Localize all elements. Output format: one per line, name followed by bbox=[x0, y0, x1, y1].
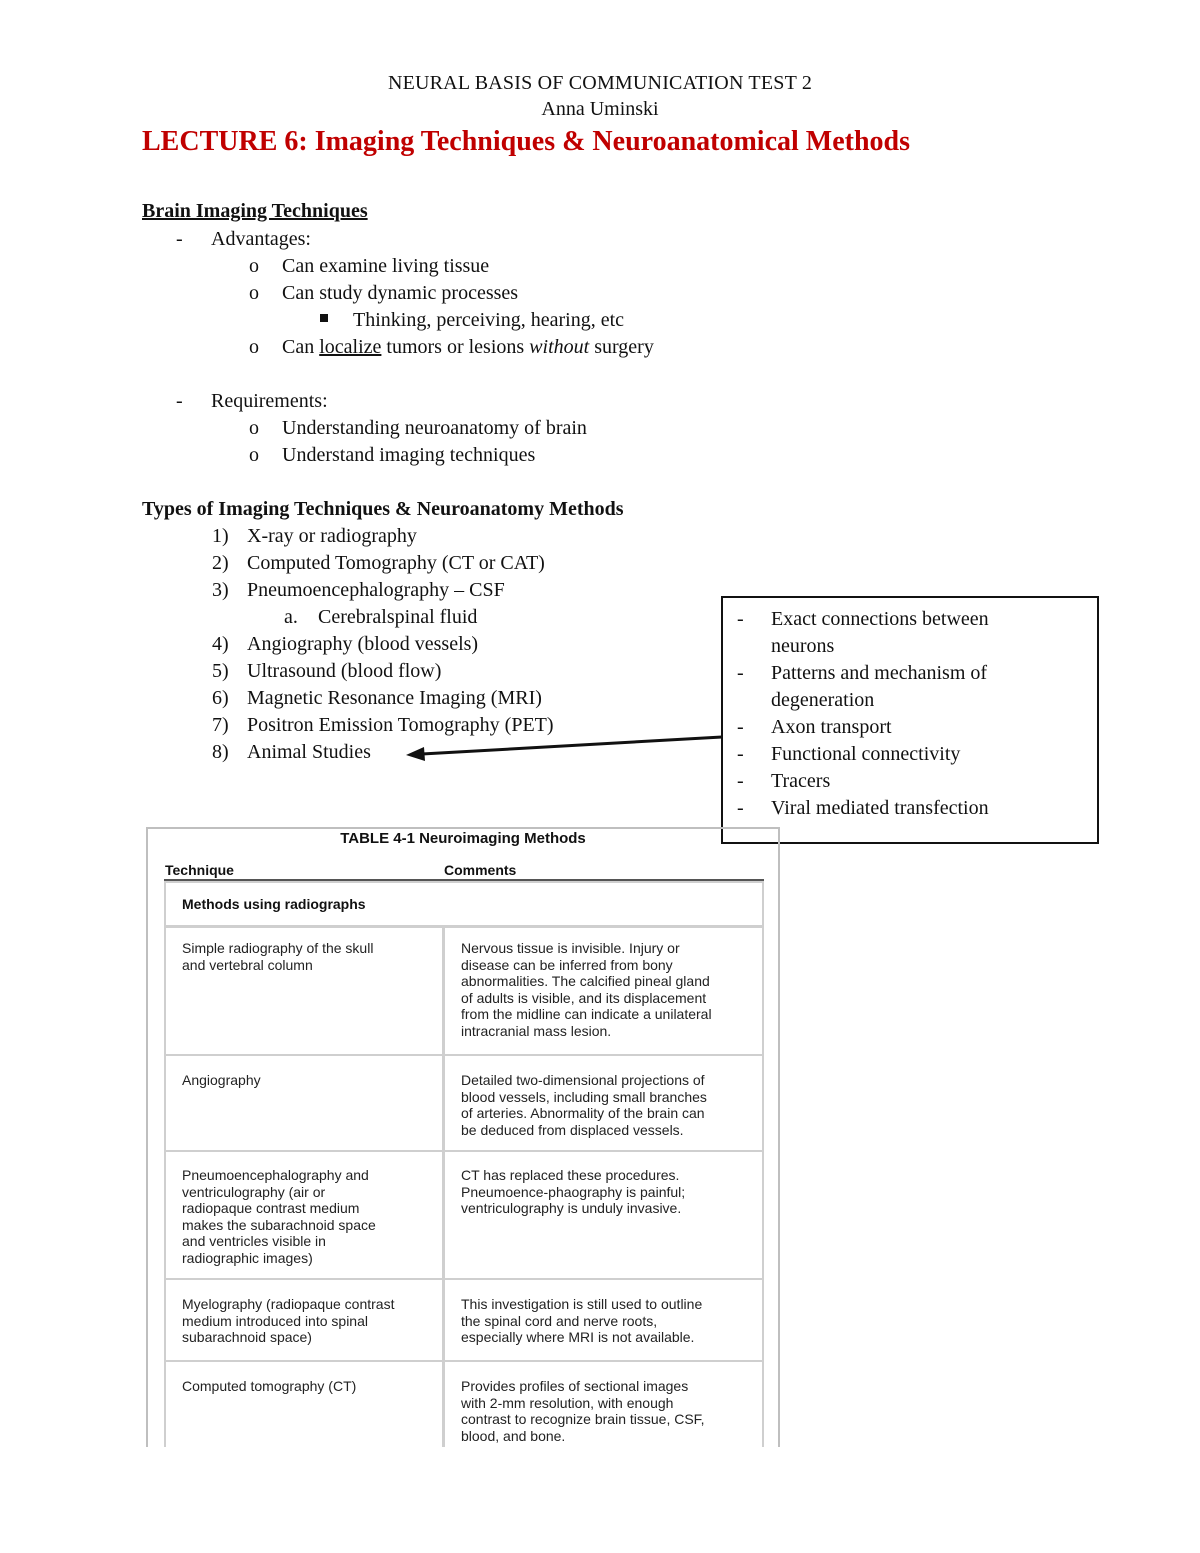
requirement-item: Understand imaging techniques bbox=[282, 444, 536, 466]
comments-text: Nervous tissue is invisible. Injury or disease can be inferred from bony abnormalities. The calcified pineal gland of adults is visible, and its displacement from the midline can indicate a unilateral intracranial mass lesion. bbox=[461, 940, 712, 1039]
table-cell bbox=[443, 1278, 764, 1362]
type-item-number: 2) bbox=[212, 552, 229, 574]
column-header-comments: Comments bbox=[444, 862, 517, 878]
dash-bullet: - bbox=[737, 743, 744, 765]
technique-text: Myelography (radiopaque contrast medium introduced into spinal subarachnoid space) bbox=[182, 1296, 395, 1345]
table-cell bbox=[443, 1150, 764, 1280]
advantage-item: Can study dynamic processes bbox=[282, 282, 519, 304]
type-item: Computed Tomography (CT or CAT) bbox=[247, 552, 545, 574]
callout-line: degeneration bbox=[771, 689, 875, 711]
type-item: Angiography (blood vessels) bbox=[247, 633, 479, 655]
comments-text: This investigation is still used to outline the spinal cord and nerve roots, especially where MRI is not available. bbox=[461, 1296, 703, 1345]
callout-line: Tracers bbox=[771, 770, 831, 792]
type-item-number: 6) bbox=[212, 687, 229, 709]
table-cell bbox=[164, 926, 444, 1056]
column-header-technique: Technique bbox=[165, 862, 234, 878]
comments-text: Provides profiles of sectional images with 2-mm resolution, with enough contrast to recognize brain tissue, CSF, blood, and bone. bbox=[461, 1378, 705, 1444]
square-bullet-icon bbox=[320, 314, 328, 322]
advantage-item: Can examine living tissue bbox=[282, 255, 490, 277]
type-item: Positron Emission Tomography (PET) bbox=[247, 714, 554, 736]
advantages-label: Advantages: bbox=[211, 228, 311, 250]
table-cell bbox=[443, 926, 764, 1056]
type-item: Animal Studies bbox=[247, 741, 371, 763]
callout-line: Functional connectivity bbox=[771, 743, 961, 765]
lecture-title: LECTURE 6: Imaging Techniques & Neuroanatomical Methods bbox=[142, 126, 911, 157]
advantage-subitem: Thinking, perceiving, hearing, etc bbox=[353, 309, 625, 331]
table-cell bbox=[164, 1150, 444, 1280]
types-heading: Types of Imaging Techniques & Neuroanatomy Methods bbox=[142, 498, 624, 520]
pointer-arrow-icon bbox=[400, 728, 725, 764]
technique-text: Pneumoencephalography and ventriculography (air or radiopaque contrast medium makes the subarachnoid space and ventricles visible in radiographic images) bbox=[182, 1167, 376, 1266]
animal-studies-callout bbox=[721, 596, 1099, 844]
group-label: Methods using radiographs bbox=[182, 896, 366, 912]
requirements-label: Requirements: bbox=[211, 390, 328, 412]
o-bullet: o bbox=[249, 417, 259, 439]
type-item-number: 1) bbox=[212, 525, 229, 547]
callout-line: Patterns and mechanism of bbox=[771, 662, 988, 684]
callout-line: Axon transport bbox=[771, 716, 892, 738]
type-subitem-letter: a. bbox=[284, 606, 298, 628]
table-cell bbox=[164, 1278, 444, 1362]
advantage-item: Can localize tumors or lesions without surgery bbox=[282, 336, 654, 358]
callout-line: Exact connections between bbox=[771, 608, 989, 630]
type-subitem: Cerebralspinal fluid bbox=[318, 606, 478, 628]
author-name: Anna Uminski bbox=[541, 98, 659, 120]
dash-bullet: - bbox=[737, 770, 744, 792]
o-bullet: o bbox=[249, 282, 259, 304]
technique-text: Computed tomography (CT) bbox=[182, 1378, 357, 1394]
type-item: Magnetic Resonance Imaging (MRI) bbox=[247, 687, 542, 709]
table-group-row bbox=[164, 881, 764, 927]
type-item-number: 7) bbox=[212, 714, 229, 736]
comments-text: Detailed two-dimensional projections of blood vessels, including small branches of arteries. Abnormality of the brain can be deduced from displaced vessels. bbox=[461, 1072, 707, 1138]
type-item-number: 4) bbox=[212, 633, 229, 655]
table-cell bbox=[443, 1054, 764, 1152]
requirement-item: Understanding neuroanatomy of brain bbox=[282, 417, 587, 439]
comments-text: CT has replaced these procedures. Pneumoence-phaography is painful; ventriculography is unduly invasive. bbox=[461, 1167, 686, 1216]
o-bullet: o bbox=[249, 444, 259, 466]
callout-line: neurons bbox=[771, 635, 835, 657]
type-item-number: 8) bbox=[212, 741, 229, 763]
dash-bullet: - bbox=[737, 608, 744, 630]
technique-text: Angiography bbox=[182, 1072, 261, 1088]
table-cell bbox=[443, 1360, 764, 1447]
type-item-number: 5) bbox=[212, 660, 229, 682]
table-title: TABLE 4-1 Neuroimaging Methods bbox=[340, 830, 586, 847]
type-item-number: 3) bbox=[212, 579, 229, 601]
o-bullet: o bbox=[249, 336, 259, 358]
dash-bullet: - bbox=[176, 390, 183, 412]
neuroimaging-table bbox=[146, 827, 780, 1447]
callout-line: Viral mediated transfection bbox=[771, 797, 989, 819]
course-title: NEURAL BASIS OF COMMUNICATION TEST 2 bbox=[387, 72, 813, 94]
dash-bullet: - bbox=[176, 228, 183, 250]
dash-bullet: - bbox=[737, 662, 744, 684]
dash-bullet: - bbox=[737, 716, 744, 738]
dash-bullet: - bbox=[737, 797, 744, 819]
type-item: Ultrasound (blood flow) bbox=[247, 660, 442, 682]
type-item: Pneumoencephalography – CSF bbox=[247, 579, 505, 601]
o-bullet: o bbox=[249, 255, 259, 277]
technique-text: Simple radiography of the skull and vertebral column bbox=[182, 940, 374, 973]
type-item: X-ray or radiography bbox=[247, 525, 417, 547]
table-cell bbox=[164, 1360, 444, 1447]
table-cell bbox=[164, 1054, 444, 1152]
brain-imaging-heading: Brain Imaging Techniques bbox=[142, 200, 368, 222]
